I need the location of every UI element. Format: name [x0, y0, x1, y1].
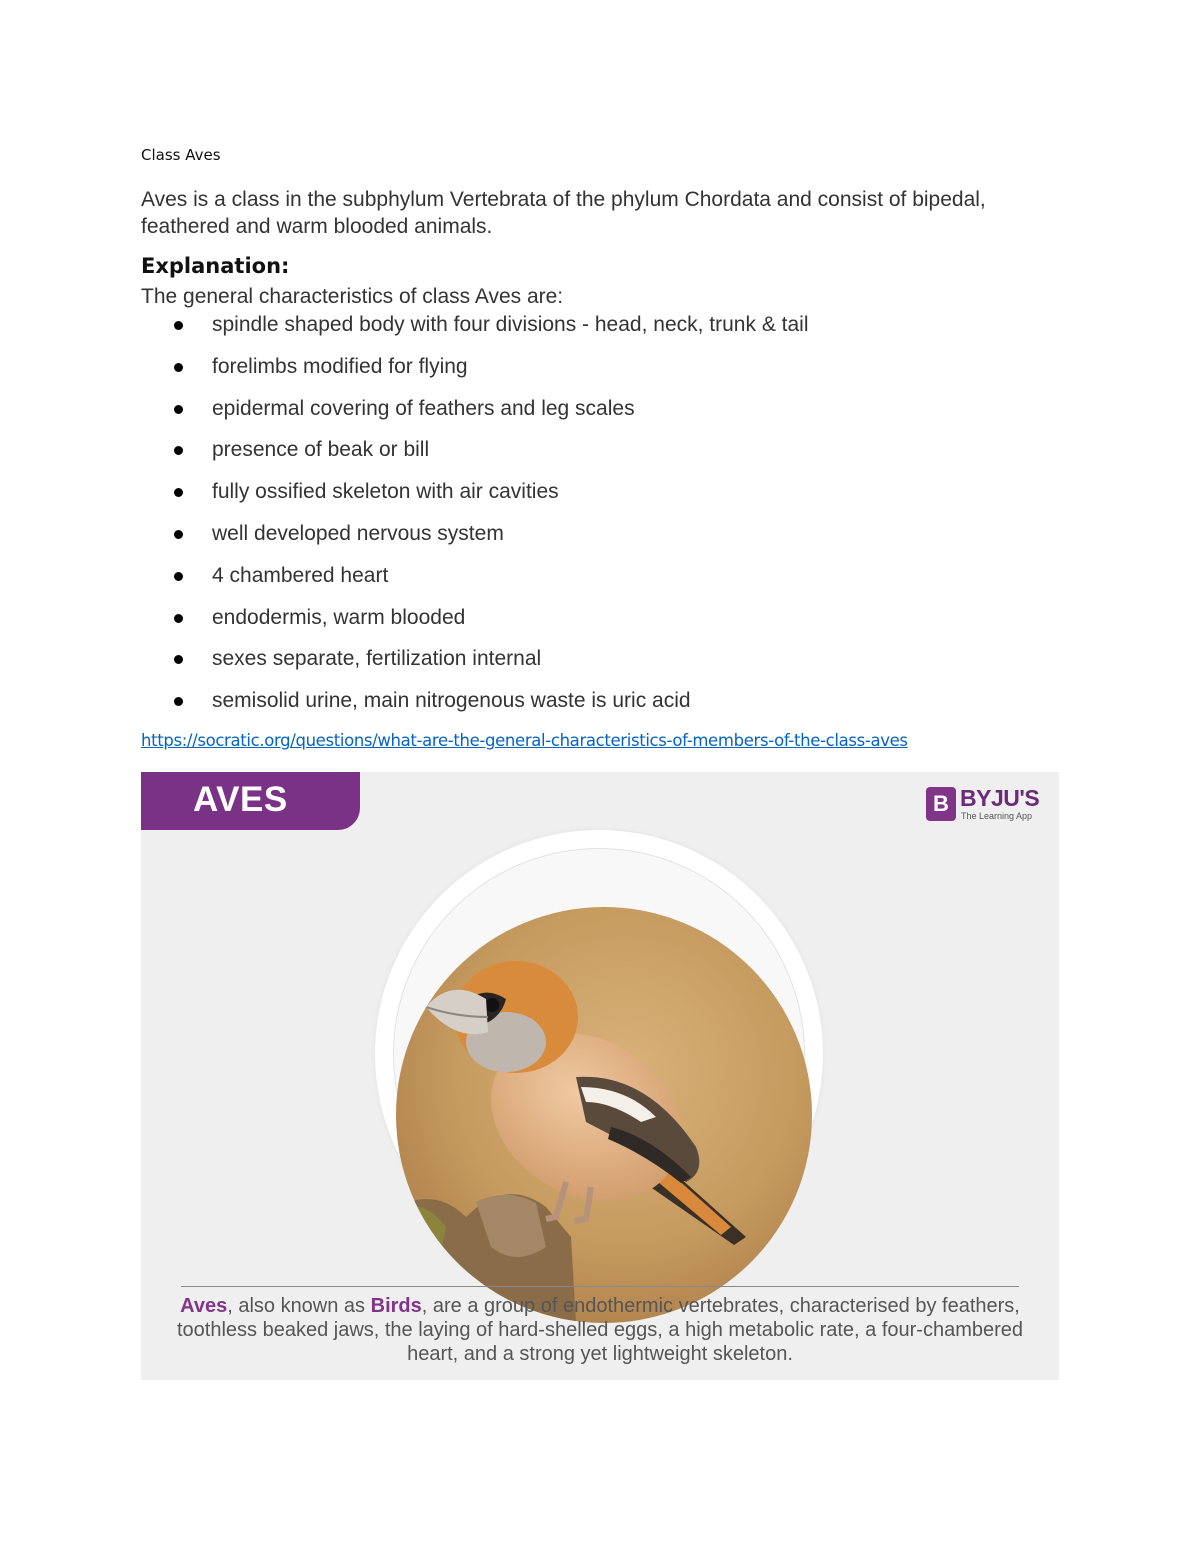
intro-paragraph: Aves is a class in the subphylum Vertebrata of the phylum Chordata and consist of bipedal, feathered and warm blooded animals. — [141, 188, 986, 238]
caption-divider — [181, 1286, 1019, 1287]
list-item-text: epidermal covering of feathers and leg scales — [212, 396, 635, 420]
bullet-icon — [174, 405, 183, 414]
explanation-heading: Explanation: — [141, 254, 290, 278]
characteristics-list — [174, 310, 809, 728]
banner-title: AVES — [193, 780, 288, 819]
bullet-icon — [174, 321, 183, 330]
brand-mark-icon: B — [926, 787, 956, 821]
list-item-text: well developed nervous system — [212, 521, 504, 545]
list-item-text: spindle shaped body with four divisions - head, neck, trunk & tail — [212, 313, 809, 336]
brand-tagline: The Learning App — [961, 811, 1033, 821]
list-item-text: sexes separate, fertilization internal — [212, 647, 542, 671]
list-item — [174, 686, 809, 728]
brand-logo — [926, 787, 1046, 827]
list-item-text: endodermis, warm blooded — [212, 605, 466, 629]
source-link[interactable]: https://socratic.org/questions/what-are-the-general-characteristics-of-members-of-the-class-aves — [141, 731, 908, 750]
caption-term-birds: Birds — [370, 1295, 422, 1317]
list-item-text: forelimbs modified for flying — [212, 354, 468, 378]
list-item — [174, 477, 809, 519]
bullet-icon — [174, 572, 183, 581]
list-item — [174, 603, 809, 645]
bird-photo — [396, 907, 812, 1323]
list-item-text: 4 chambered heart — [212, 563, 389, 587]
caption-text-2: , are a group of endothermic vertebrates, characterised by feathers, toothless beaked jaws, the laying of hard-shelled eggs, a high metabolic rate, a four-chambered heart, and a strong yet lightweight skeleton. — [176, 1295, 1024, 1365]
list-item — [174, 310, 809, 352]
bullet-icon — [174, 697, 183, 706]
list-item — [174, 352, 809, 394]
aves-banner — [141, 772, 360, 830]
bullet-icon — [174, 530, 183, 539]
bullet-icon — [174, 614, 183, 623]
bullet-icon — [174, 655, 183, 664]
list-item — [174, 644, 809, 686]
bullet-icon — [174, 488, 183, 497]
list-item — [174, 561, 809, 603]
characteristics-lead: The general characteristics of class Aves are: — [141, 285, 564, 308]
caption — [171, 1294, 1029, 1366]
list-item-text: presence of beak or bill — [212, 438, 430, 462]
page-title: Class Aves — [141, 146, 221, 164]
list-item-text: semisolid urine, main nitrogenous waste is uric acid — [212, 689, 691, 713]
caption-term-aves: Aves — [180, 1295, 228, 1317]
bullet-icon — [174, 446, 183, 455]
caption-text-1: , also known as — [227, 1295, 371, 1317]
list-item — [174, 394, 809, 436]
list-item-text: fully ossified skeleton with air cavities — [212, 480, 559, 504]
brand-name: BYJU'S — [960, 785, 1040, 811]
aves-infographic — [141, 772, 1059, 1380]
hawfinch-illustration — [396, 907, 812, 1323]
list-item — [174, 435, 809, 477]
list-item — [174, 519, 809, 561]
bullet-icon — [174, 363, 183, 372]
